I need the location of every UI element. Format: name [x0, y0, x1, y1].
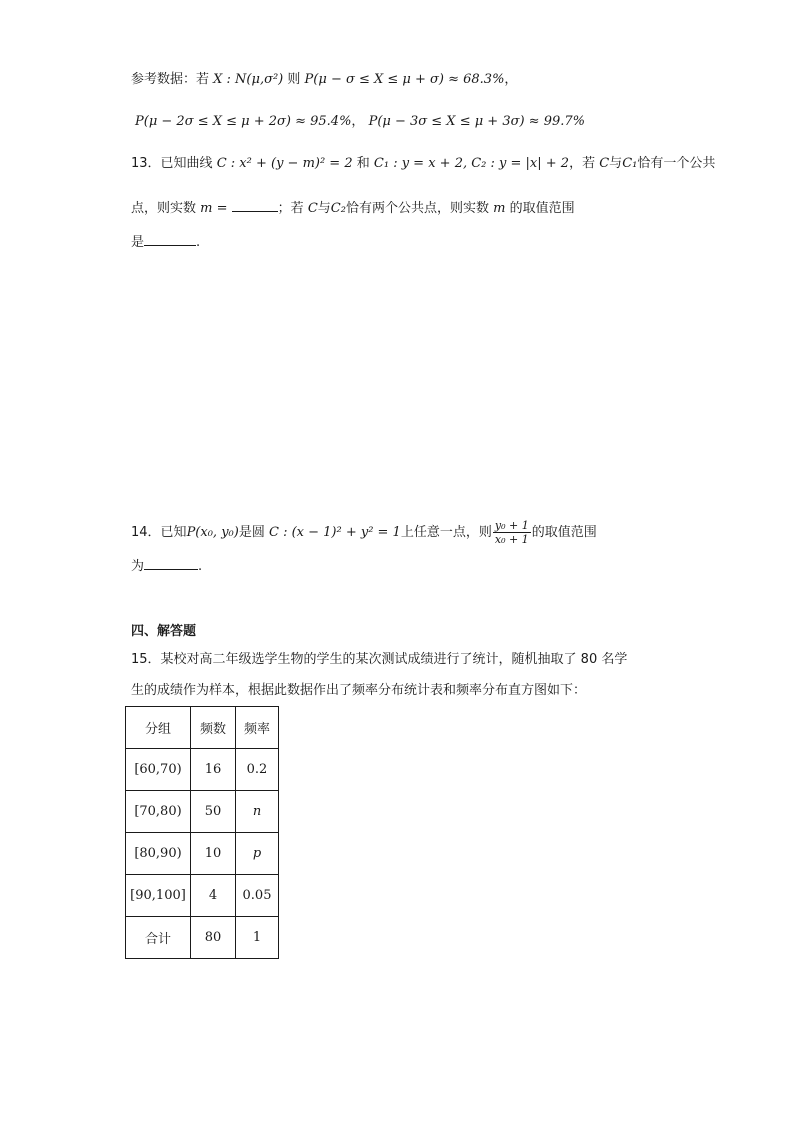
table-header-cell: 频数	[191, 707, 236, 749]
answer-blank-14[interactable]	[144, 556, 198, 570]
table-row	[126, 833, 279, 875]
question-13-c: C	[599, 156, 610, 171]
fraction-denominator: x₀ + 1	[494, 533, 529, 546]
question-13-c1: C₁	[622, 156, 638, 171]
question-13-curve: C : x² + (y − m)² = 2	[216, 156, 353, 171]
answer-blank-13a[interactable]	[232, 198, 278, 212]
question-14-period: .	[198, 559, 203, 574]
reference-comma-2: ，	[351, 114, 365, 129]
fraction-numerator: y₀ + 1	[494, 519, 529, 532]
table-header-cell: 分组	[126, 707, 191, 749]
table-cell-group: 合计	[126, 917, 191, 959]
question-13-line-1	[131, 155, 715, 173]
section-heading: 四、解答题	[131, 624, 197, 639]
answer-blank-13b[interactable]	[144, 232, 196, 246]
question-13-line-3	[131, 232, 200, 252]
table-cell-group: [80,90)	[126, 833, 191, 875]
table-cell-count: 4	[191, 875, 236, 917]
table-cell-group: [60,70)	[126, 749, 191, 791]
table-cell-rate: p	[236, 833, 279, 875]
question-13-semicolon: ；若	[277, 201, 304, 216]
table-cell-count: 50	[191, 791, 236, 833]
reference-p3: P(μ − 3σ ≤ X ≤ μ + 3σ) ≈ 99.7%	[368, 114, 585, 129]
question-14-point: P(x₀, y₀)	[186, 525, 239, 540]
table-cell-count: 80	[191, 917, 236, 959]
question-13-line-2	[131, 198, 575, 218]
table-row	[126, 791, 279, 833]
question-13-text: 已知曲线	[160, 156, 213, 171]
question-13-and: 和	[356, 156, 370, 171]
question-14-is: 为	[131, 559, 145, 574]
question-14-is-circle: 是圆	[238, 525, 265, 540]
table-cell-rate: 0.2	[236, 749, 279, 791]
question-14-range: 的取值范围	[531, 525, 597, 540]
reference-distribution: X : N(μ,σ²)	[213, 72, 284, 87]
question-14-number: 14．	[131, 525, 161, 540]
table-cell-count: 16	[191, 749, 236, 791]
question-14-known: 已知	[160, 525, 187, 540]
question-13-period: .	[196, 235, 201, 250]
question-13-lines: C₁ : y = x + 2, C₂ : y = |x| + 2	[373, 156, 570, 171]
question-13-if: ，若	[569, 156, 596, 171]
question-13-two-points: 恰有两个公共点，则实数	[345, 201, 489, 216]
question-15-line-1: 15．某校对高二年级选学生物的学生的某次测试成绩进行了统计，随机抽取了 80 名学	[131, 652, 628, 667]
reference-comma-1: ，	[504, 72, 518, 87]
reference-p2: P(μ − 2σ ≤ X ≤ μ + 2σ) ≈ 95.4%	[135, 114, 352, 129]
question-15-line-2: 生的成绩作为样本，根据此数据作出了频率分布统计表和频率分布直方图如下：	[131, 683, 587, 698]
table-header-row	[126, 707, 279, 749]
table-row	[126, 749, 279, 791]
table-total-row	[126, 917, 279, 959]
question-14-any-point: 上任意一点，则	[400, 525, 492, 540]
table-cell-count: 10	[191, 833, 236, 875]
question-13-range: 的取值范围	[509, 201, 575, 216]
reference-line-2	[135, 113, 585, 131]
reference-label: 参考数据：若	[131, 72, 210, 87]
question-13-m-equals: m =	[200, 201, 228, 216]
question-13-number: 13．	[131, 156, 161, 171]
table-cell-group: [70,80)	[126, 791, 191, 833]
question-13-c-2: C	[307, 201, 318, 216]
table-cell-rate: 1	[236, 917, 279, 959]
question-13-with-2: 与	[317, 201, 331, 216]
question-14-circle: C : (x − 1)² + y² = 1	[268, 525, 401, 540]
frequency-table	[125, 706, 279, 959]
reference-then: 则	[287, 72, 301, 87]
question-13-c2: C₂	[330, 201, 346, 216]
question-14-fraction	[493, 519, 531, 546]
table-header-cell: 频率	[236, 707, 279, 749]
question-13-one-point: 恰有一个公共	[637, 156, 716, 171]
question-13-point-text: 点，则实数	[131, 201, 197, 216]
reference-line-1	[131, 71, 517, 89]
table-cell-group: [90,100]	[126, 875, 191, 917]
question-14-line-1	[131, 519, 597, 546]
question-14-line-2	[131, 556, 202, 576]
question-13-with: 与	[609, 156, 623, 171]
reference-p1: P(μ − σ ≤ X ≤ μ + σ) ≈ 68.3%	[304, 72, 505, 87]
table-row	[126, 875, 279, 917]
table-cell-rate: 0.05	[236, 875, 279, 917]
question-13-m: m	[493, 201, 506, 216]
question-13-is: 是	[131, 235, 145, 250]
table-cell-rate: n	[236, 791, 279, 833]
